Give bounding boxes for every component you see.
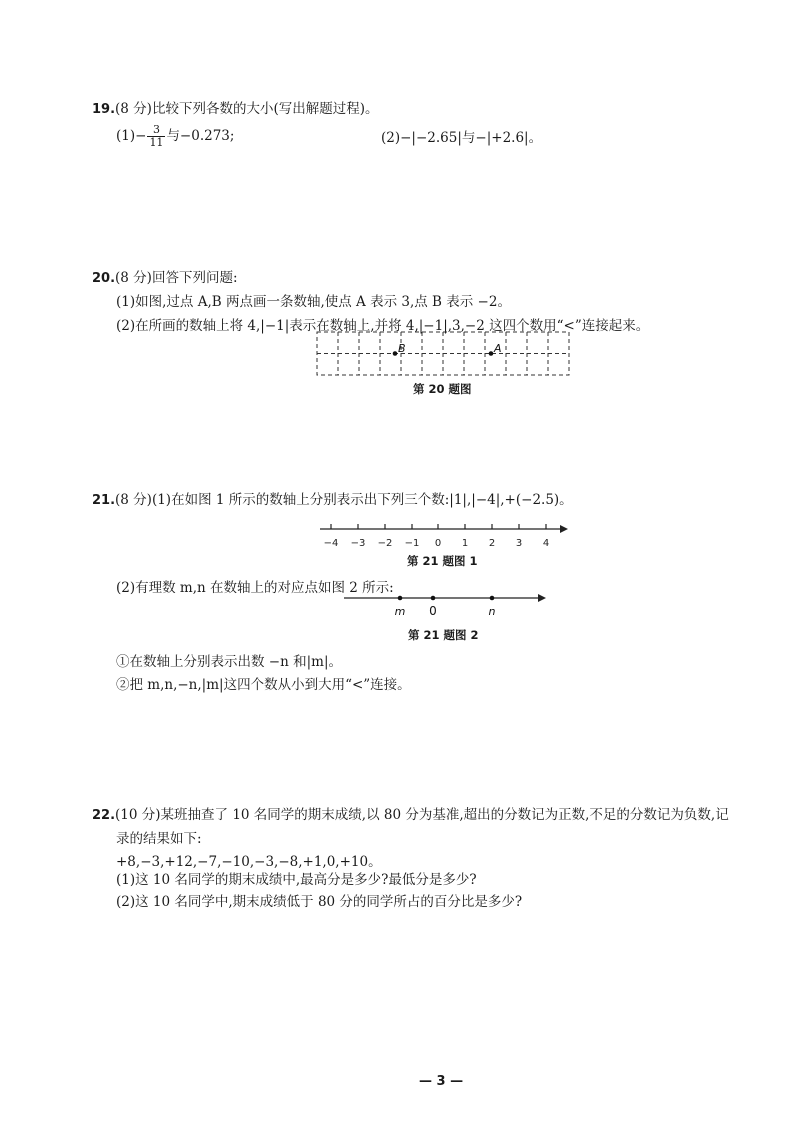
q21-line	[92, 488, 573, 508]
page-number: — 3 —	[419, 1074, 464, 1089]
q21-number-line-1	[316, 518, 572, 552]
q22-text-line2: 录的结果如下:	[116, 831, 202, 847]
q22-part1: (1)这 10 名同学的期末成绩中,最高分是多少?最低分是多少?	[116, 872, 477, 888]
tick-label: 4	[542, 538, 550, 549]
label-point-a: A	[494, 342, 502, 355]
tick-label: −1	[404, 538, 420, 549]
q20-caption: 第 20 题图	[413, 382, 472, 396]
q20-part1: (1)如图,过点 A,B 两点画一条数轴,使点 A 表示 3,点 B 表示 −2。	[116, 294, 511, 310]
q22-text-line1: (10 分)某班抽查了 10 名同学的期末成绩,以 80 分为基准,超出的分数记为正数,不足的分数记为负数,记	[115, 807, 729, 823]
q20-number: 20.	[92, 271, 116, 286]
tick-label: 1	[461, 538, 469, 549]
point-0	[431, 596, 436, 601]
q21-part2-text: (2)有理数 m,n 在数轴上的对应点如图 2 所示:	[116, 580, 394, 596]
q19-fraction-denominator: 11	[149, 136, 164, 149]
q22-number: 22.	[92, 808, 116, 823]
q20-part2: (2)在所画的数轴上将 4,|−1|表示在数轴上,并将 4,|−1|,3,−2 这四个数用“<”连接起来。	[116, 318, 650, 334]
q20-figure	[316, 328, 574, 378]
q19-number: 19.	[92, 102, 116, 117]
label-point-b: B	[398, 342, 406, 355]
point-n	[490, 596, 495, 601]
q21-text: (8 分)(1)在如图 1 所示的数轴上分别表示出下列三个数:|1|,|−4|,+(−2.5)。	[115, 492, 573, 508]
q19-text: (8 分)比较下列各数的大小(写出解题过程)。	[115, 101, 379, 117]
q22-part2: (2)这 10 名同学中,期末成绩低于 80 分的同学所占的百分比是多少?	[116, 894, 523, 910]
tick-label: −3	[350, 538, 366, 549]
q21-caption-2: 第 21 题图 2	[408, 628, 479, 642]
label-zero: 0	[429, 604, 437, 618]
q21-caption-1: 第 21 题图 1	[407, 554, 478, 568]
q21-number-line-2	[342, 590, 548, 620]
label-m: m	[394, 605, 406, 618]
q19-part1	[116, 124, 234, 149]
q22-data: +8,−3,+12,−7,−10,−3,−8,+1,0,+10。	[116, 854, 382, 870]
point-b	[393, 351, 398, 356]
point-m	[398, 596, 403, 601]
q21-number: 21.	[92, 493, 116, 508]
tick-label: −2	[377, 538, 393, 549]
q21-sub2: ②把 m,n,−n,|m|这四个数从小到大用“<”连接。	[116, 677, 411, 693]
tick-label: 3	[515, 538, 523, 549]
q22-line	[92, 803, 729, 823]
tick-label: 0	[434, 538, 442, 549]
q19-part1-suffix: 与−0.273;	[166, 128, 235, 144]
tick-label: 2	[488, 538, 496, 549]
point-a	[489, 351, 494, 356]
tick-label: −4	[323, 538, 339, 549]
q19-fraction-numerator: 3	[147, 124, 165, 137]
label-n: n	[488, 605, 496, 618]
q20-line	[92, 266, 238, 286]
q19-part1-prefix: (1)−	[116, 128, 147, 144]
q20-text: (8 分)回答下列问题:	[115, 270, 238, 286]
q21-sub1: ①在数轴上分别表示出数 −n 和|m|。	[116, 654, 342, 670]
q19-part2: (2)−|−2.65|与−|+2.6|。	[381, 130, 543, 146]
q19-line	[92, 97, 378, 117]
q19-fraction	[147, 124, 165, 149]
